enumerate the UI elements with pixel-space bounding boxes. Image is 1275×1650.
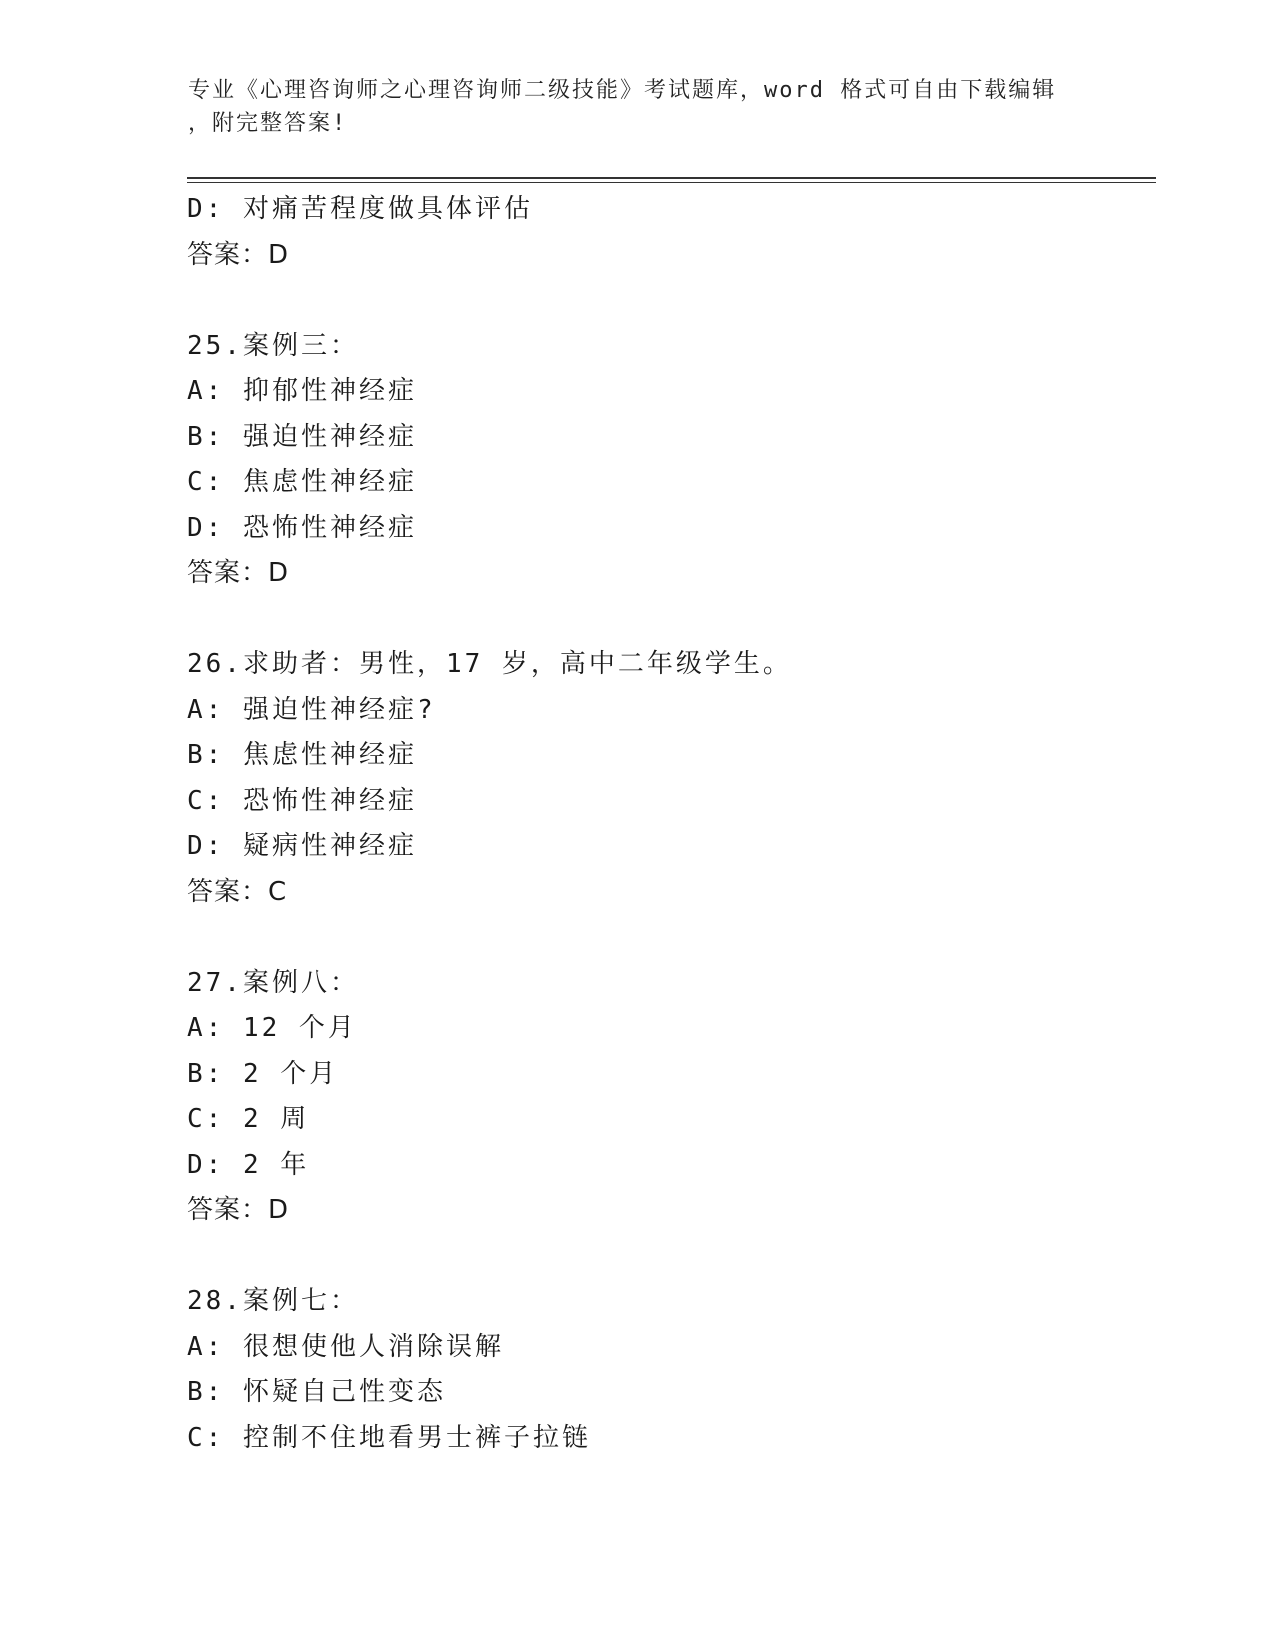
- spacer: [187, 915, 1147, 961]
- header-rule-thick: [187, 177, 1156, 179]
- question-stem: 27.案例八：: [187, 967, 359, 998]
- answer-line: 答案：D: [187, 558, 290, 588]
- header-rule-thin: [187, 182, 1156, 183]
- spacer: [187, 278, 1147, 324]
- option-b: B: 2 个月: [187, 1058, 339, 1089]
- option-a: A: 抑郁性神经症: [187, 376, 417, 406]
- answer-line: 答案：D: [187, 239, 290, 270]
- question-list: [187, 187, 1147, 1461]
- option-c: C: 焦虑性神经症: [187, 467, 417, 497]
- question-stem: 26.求助者：男性，17 岁，高中二年级学生。: [187, 649, 792, 679]
- option-d: D: 对痛苦程度做具体评估: [187, 194, 533, 224]
- answer-line: 答案：D: [187, 1195, 290, 1225]
- option-c: C: 2 周: [187, 1104, 310, 1134]
- option-d: D: 恐怖性神经症: [187, 512, 417, 543]
- option-b: B: 怀疑自己性变态: [187, 1377, 446, 1407]
- question-stem: 28.案例七：: [187, 1286, 359, 1316]
- option-b: B: 强迫性神经症: [187, 421, 417, 452]
- question-stem: 25.案例三：: [187, 330, 359, 361]
- option-a: A: 很想使他人消除误解: [187, 1331, 504, 1362]
- spacer: [187, 597, 1147, 643]
- option-a: A: 强迫性神经症?: [187, 694, 436, 725]
- answer-line: 答案：C: [187, 876, 288, 907]
- option-d: D: 疑病性神经症: [187, 831, 417, 861]
- option-b: B: 焦虑性神经症: [187, 740, 417, 770]
- option-a: A: 12 个月: [187, 1013, 357, 1043]
- spacer: [187, 1234, 1147, 1280]
- option-d: D: 2 年: [187, 1149, 310, 1180]
- option-c: C: 恐怖性神经症: [187, 785, 417, 816]
- header-title-continuation: ，附完整答案!: [188, 111, 348, 136]
- document-header: [188, 74, 1088, 140]
- option-c: C: 控制不住地看男士裤子拉链: [187, 1422, 591, 1453]
- header-title-line: 专业《心理咨询师之心理咨询师二级技能》考试题库，word 格式可自由下载编辑: [188, 78, 1057, 103]
